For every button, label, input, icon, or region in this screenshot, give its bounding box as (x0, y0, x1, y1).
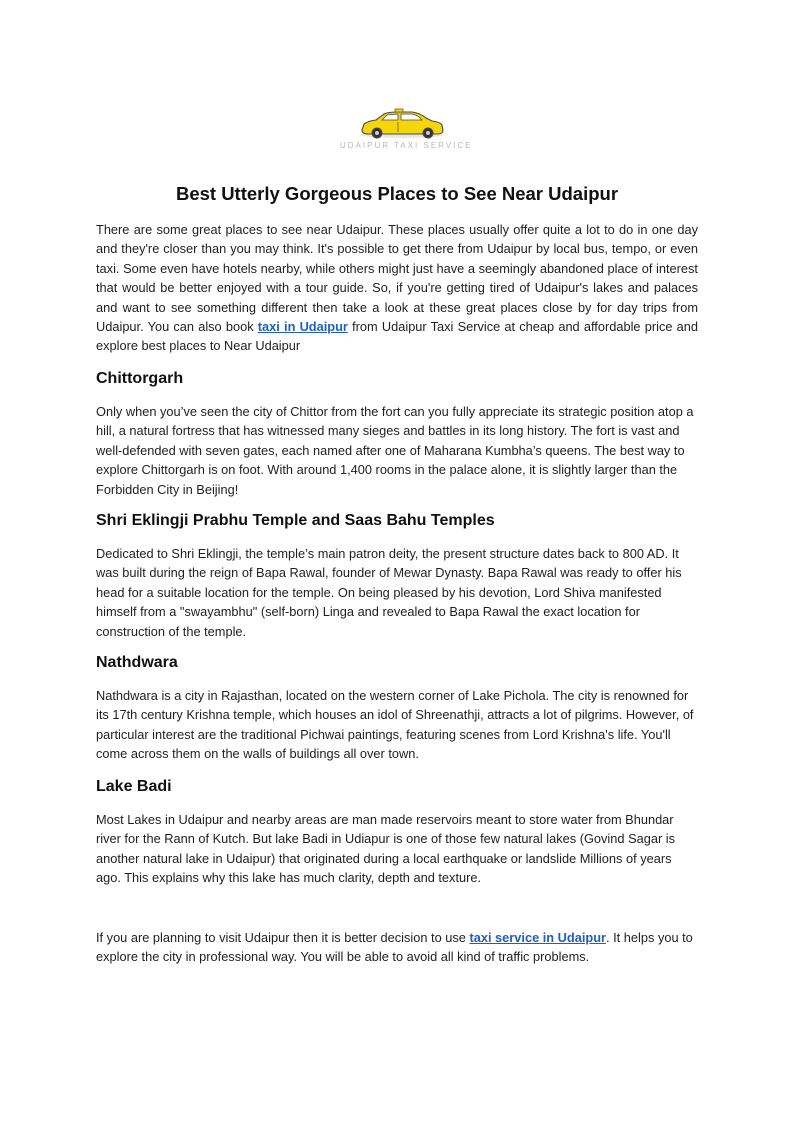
closing-paragraph (96, 928, 698, 967)
page-title: Best Utterly Gorgeous Places to See Near Udaipur (175, 183, 619, 204)
intro-paragraph (96, 220, 698, 356)
taxi-in-udaipur-link[interactable]: taxi in Udaipur (257, 319, 348, 335)
taxi-service-in-udaipur-link[interactable]: taxi service in Udaipur (469, 930, 607, 945)
section-heading-chittorgarh: Chittorgarh (96, 370, 184, 387)
section-heading-eklingji: Shri Eklingji Prabhu Temple and Saas Bahu Temples (96, 512, 495, 529)
section-heading-nathdwara: Nathdwara (96, 654, 178, 671)
section-body-nathdwara: Nathdwara is a city in Rajasthan, located on the western corner of Lake Pichola. The city is renowned for its 17th century Krishna temple, which houses an idol of Shreenathji, attracts a lot of pilgrims. However, of particular interest are the traditional Pichwai paintings, featuring scenes from Lord Krishna's life. You'll come across them on the walls of buildings all over town. (96, 688, 694, 762)
intro-text-before: There are some great places to see near Udaipur. These places usually offer quite a lot to do in one day and they're closer than you may think. It's possible to get there from Udaipur by local bus, tempo, or even taxi. Some even have hotels nearby, while others might just have a seemingly abandoned place of interest that would be better enjoyed with a tour guide. So, if you're getting tired of Udaipur's lakes and palaces and want to see something different then take a look at these great places close by for day trips from Udaipur. You can also book (96, 222, 698, 335)
section-heading-lake-badi: Lake Badi (96, 778, 172, 795)
section-body-lake-badi: Most Lakes in Udaipur and nearby areas are man made reservoirs meant to store water from Bhundar river for the Rann of Kutch. But lake Badi in Udiapur is one of those few natural lakes (Govind Sagar is another natural lake in Udaipur) that originated during a local earthquake or landslide Millions of years ago. This explains why this lake has much clarity, depth and texture. (96, 812, 676, 886)
section-body-eklingji: Dedicated to Shri Eklingji, the temple’s main patron deity, the present structure dates back to 800 AD. It was built during the reign of Bapa Rawal, founder of Mewar Dynasty. Bapa Rawal was ready to offer his head for a suitable location for the temple. On being pleased by his devotion, Lord Shiva manifested himself from a "swayambhu" (self-born) Linga and revealed to Bapa Rawal the exact location for construction of the temple. (96, 546, 682, 639)
closing-text-before: If you are planning to visit Udaipur then it is better decision to use (96, 930, 470, 945)
closing-text-after: . It helps you to explore the city in professional way. You will be able to avoid all kind of traffic problems. (96, 930, 693, 965)
section-body-chittorgarh: Only when you’ve seen the city of Chittor from the fort can you fully appreciate its strategic position atop a hill, a natural fortress that has witnessed many sieges and battles in its long history. The fort is vast and well-defended with seven gates, each named after one of Maharana Kumbha’s queens. The best way to explore Chittorgarh is on foot. With around 1,400 rooms in the palace alone, it is slightly larger than the Forbidden City in Beijing! (96, 404, 694, 497)
logo-text: UDAIPUR TAXI SERVICE (340, 141, 473, 150)
intro-text-after: from Udaipur Taxi Service at cheap and affordable price and explore best places to Near Udaipur (96, 319, 698, 354)
